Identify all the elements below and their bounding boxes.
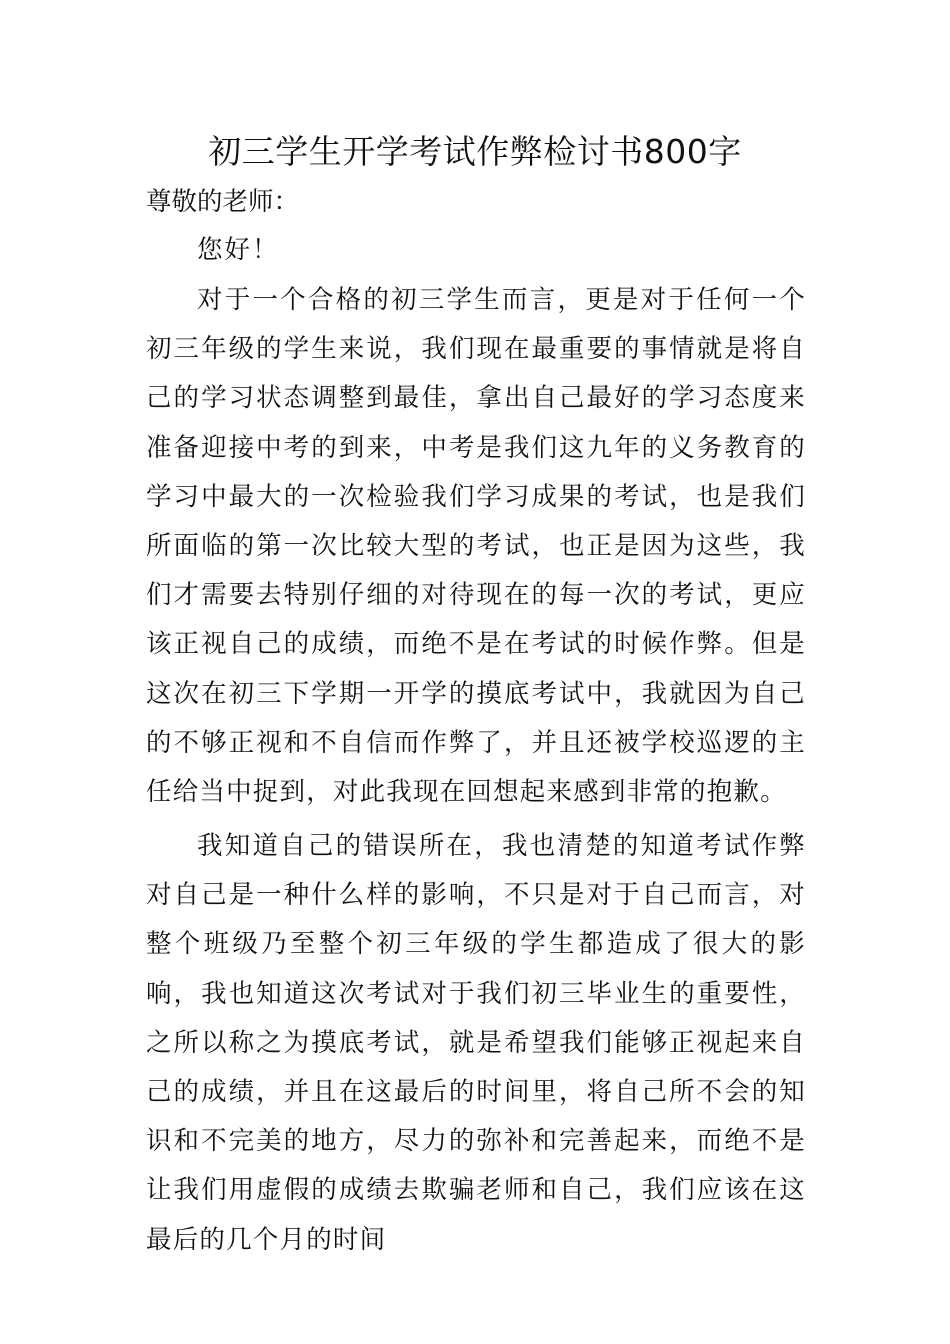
paragraph-1: 对于一个合格的初三学生而言，更是对于任何一个初三年级的学生来说，我们现在最重要的事情就是将自己的学习状态调整到最佳，拿出自己最好的学习态度来准备迎接中考的到来，中考是我们这九年的义务教育的学习中最大的一次检验我们学习成果的考试，也是我们所面临的第一次比较大型的考试，也正是因为这些，我们才需要去特别仔细的对待现在的每一次的考试，更应该正视自己的成绩，而绝不是在考试的时候作弊。但是这次在初三下学期一开学的摸底考试中，我就因为自己的不够正视和不自信而作弊了，并且还被学校巡逻的主任给当中捉到，对此我现在回想起来感到非常的抱歉。 — [146, 285, 806, 808]
document-title: 初三学生开学考试作弊检讨书800字 — [208, 132, 742, 171]
salutation: 尊敬的老师： — [146, 187, 300, 217]
greeting: 您好！ — [197, 235, 280, 265]
paragraph-2: 我知道自己的错误所在，我也清楚的知道考试作弊对自己是一种什么样的影响，不只是对于自己而言，对整个班级乃至整个初三年级的学生都造成了很大的影响，我也知道这次考试对于我们初三毕业生的重要性，之所以称之为摸底考试，就是希望我们能够正视起来自己的成绩，并且在这最后的时间里，将自己所不会的知识和不完美的地方，尽力的弥补和完善起来，而绝不是让我们用虚假的成绩去欺骗老师和自己，我们应该在这最后的几个月的时间 — [146, 831, 806, 1255]
